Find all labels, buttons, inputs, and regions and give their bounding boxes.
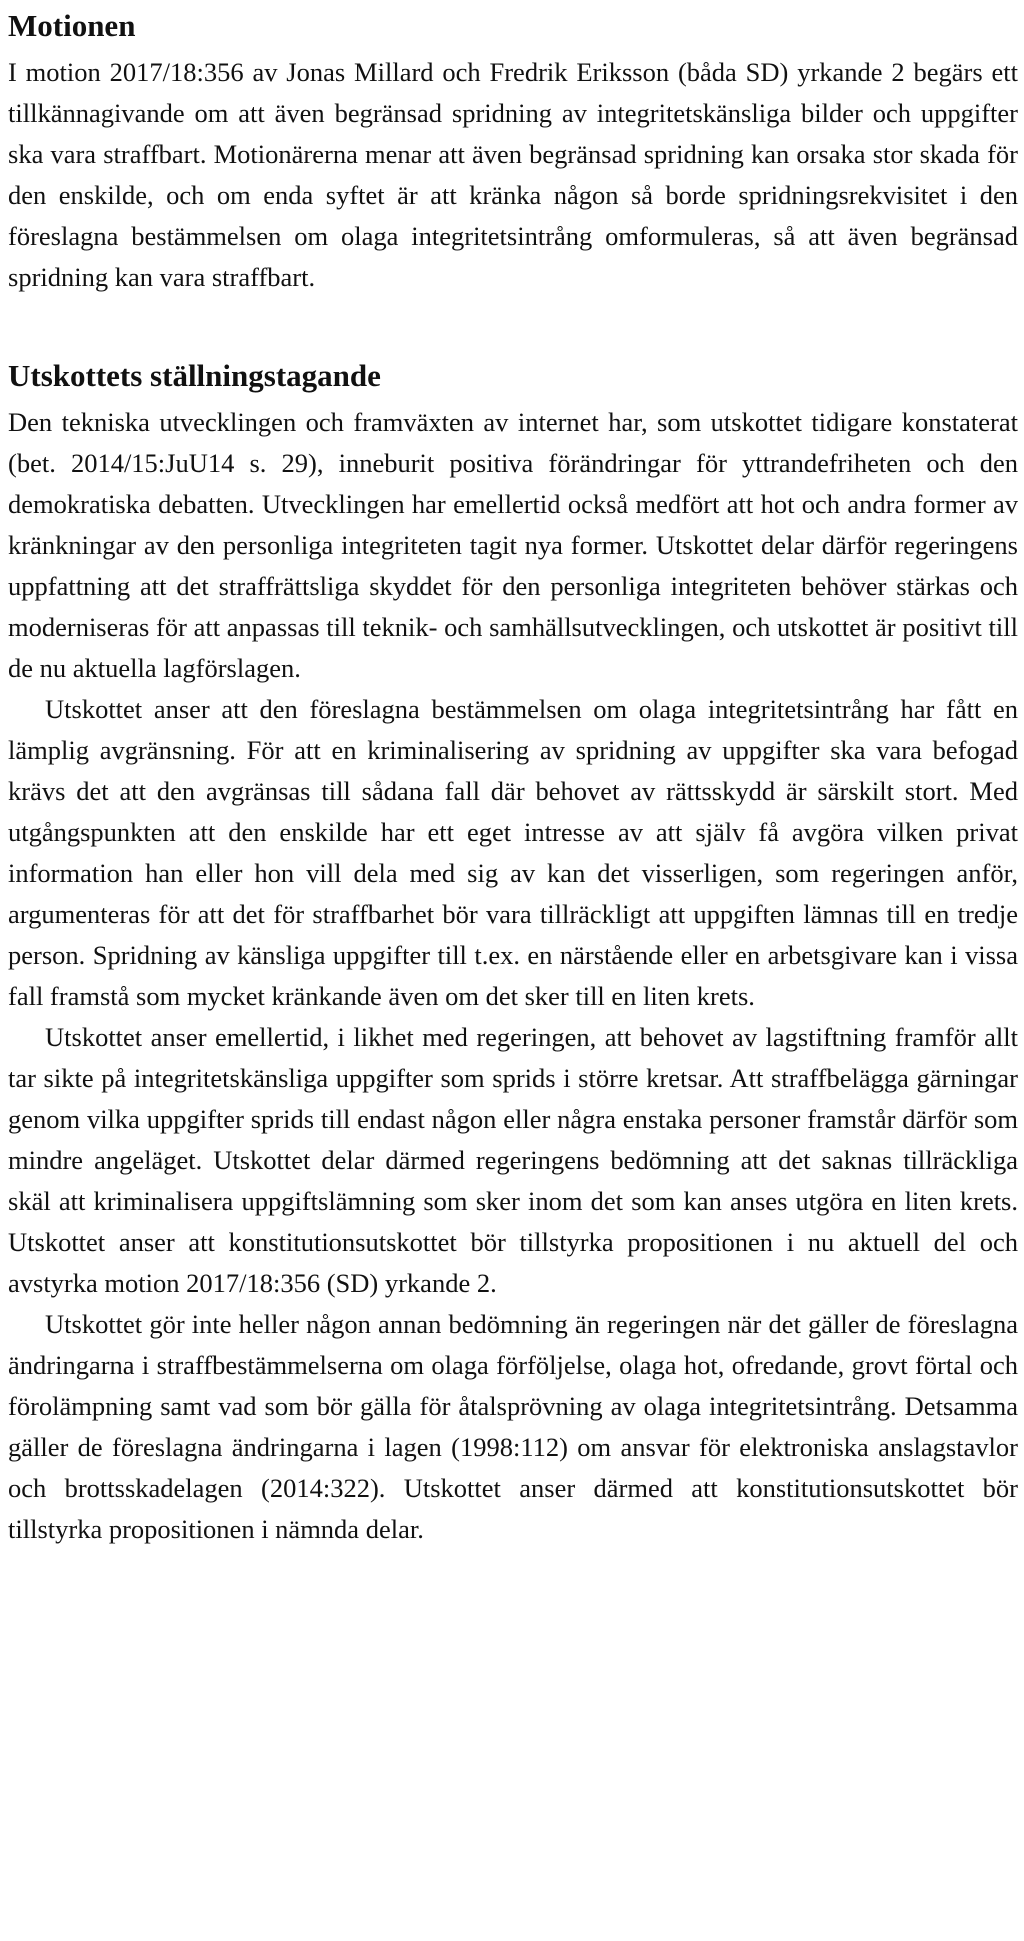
- section-heading: Motionen: [8, 8, 136, 43]
- section-motionen: [8, 6, 1018, 298]
- section-utskottets-stallningstagande: [8, 356, 1018, 1550]
- paragraph: Utskottet anser att den föreslagna bestämmelsen om olaga integritetsintrång har fått en lämplig avgränsning. För att en kriminalisering av spridning av uppgifter ska vara befogad krävs det att den avgränsas till sådana fall där behovet av rättsskydd är särskilt stort. Med utgångspunkten att den enskilde har ett eget intresse av att själv få avgöra vilken privat information han eller hon vill dela med sig av kan det visserligen, som regeringen anför, argumenteras för att det för straffbarhet bör vara tillräckligt att uppgiften lämnas till en tredje person. Spridning av känsliga uppgifter till t.ex. en närstående eller en arbetsgivare kan i vissa fall framstå som mycket kränkande även om det sker till en liten krets.: [8, 694, 1018, 1011]
- paragraph: Den tekniska utvecklingen och framväxten av internet har, som utskottet tidigare konstaterat (bet. 2014/15:JuU14 s. 29), inneburit positiva förändringar för yttrandefriheten och den demokratiska debatten. Utvecklingen har emellertid också medfört att hot och andra former av kränkningar av den personliga integriteten tagit nya former. Utskottet delar därför regeringens uppfattning att det straffrättsliga skyddet för den personliga integriteten behöver stärkas och moderniseras för att anpassas till teknik- och samhällsutvecklingen, och utskottet är positivt till de nu aktuella lagförslagen.: [8, 407, 1018, 683]
- paragraph: Utskottet anser emellertid, i likhet med regeringen, att behovet av lagstiftning framför allt tar sikte på integritetskänsliga uppgifter som sprids i större kretsar. Att straffbelägga gärningar genom vilka uppgifter sprids till endast någon eller några enstaka personer framstår därför som mindre angeläget. Utskottet delar därmed regeringens bedömning att det saknas tillräckliga skäl att kriminalisera uppgiftslämning som sker inom det som kan anses utgöra en liten krets. Utskottet anser att konstitutionsutskottet bör tillstyrka propositionen i nu aktuell del och avstyrka motion 2017/18:356 (SD) yrkande 2.: [8, 1022, 1018, 1298]
- paragraph: I motion 2017/18:356 av Jonas Millard och Fredrik Eriksson (båda SD) yrkande 2 begärs ett tillkännagivande om att även begränsad spridning av integritetskänsliga bilder och uppgifter ska vara straffbart. Motionärerna menar att även begränsad spridning kan orsaka stor skada för den enskilde, och om enda syftet är att kränka någon så borde spridningsrekvisitet i den föreslagna bestämmelsen om olaga integritetsintrång omformuleras, så att även begränsad spridning kan vara straffbart.: [8, 57, 1018, 292]
- paragraph: Utskottet gör inte heller någon annan bedömning än regeringen när det gäller de föreslagna ändringarna i straffbestämmelserna om olaga förföljelse, olaga hot, ofredande, grovt förtal och förolämpning samt vad som bör gälla för åtalsprövning av olaga integritetsintrång. Detsamma gäller de föreslagna ändringarna i lagen (1998:112) om ansvar för elektroniska anslagstavlor och brottsskadelagen (2014:322). Utskottet anser därmed att konstitutionsutskottet bör tillstyrka propositionen i nämnda delar.: [8, 1309, 1018, 1544]
- document-page: [8, 6, 1018, 1550]
- section-heading: Utskottets ställningstagande: [8, 358, 381, 393]
